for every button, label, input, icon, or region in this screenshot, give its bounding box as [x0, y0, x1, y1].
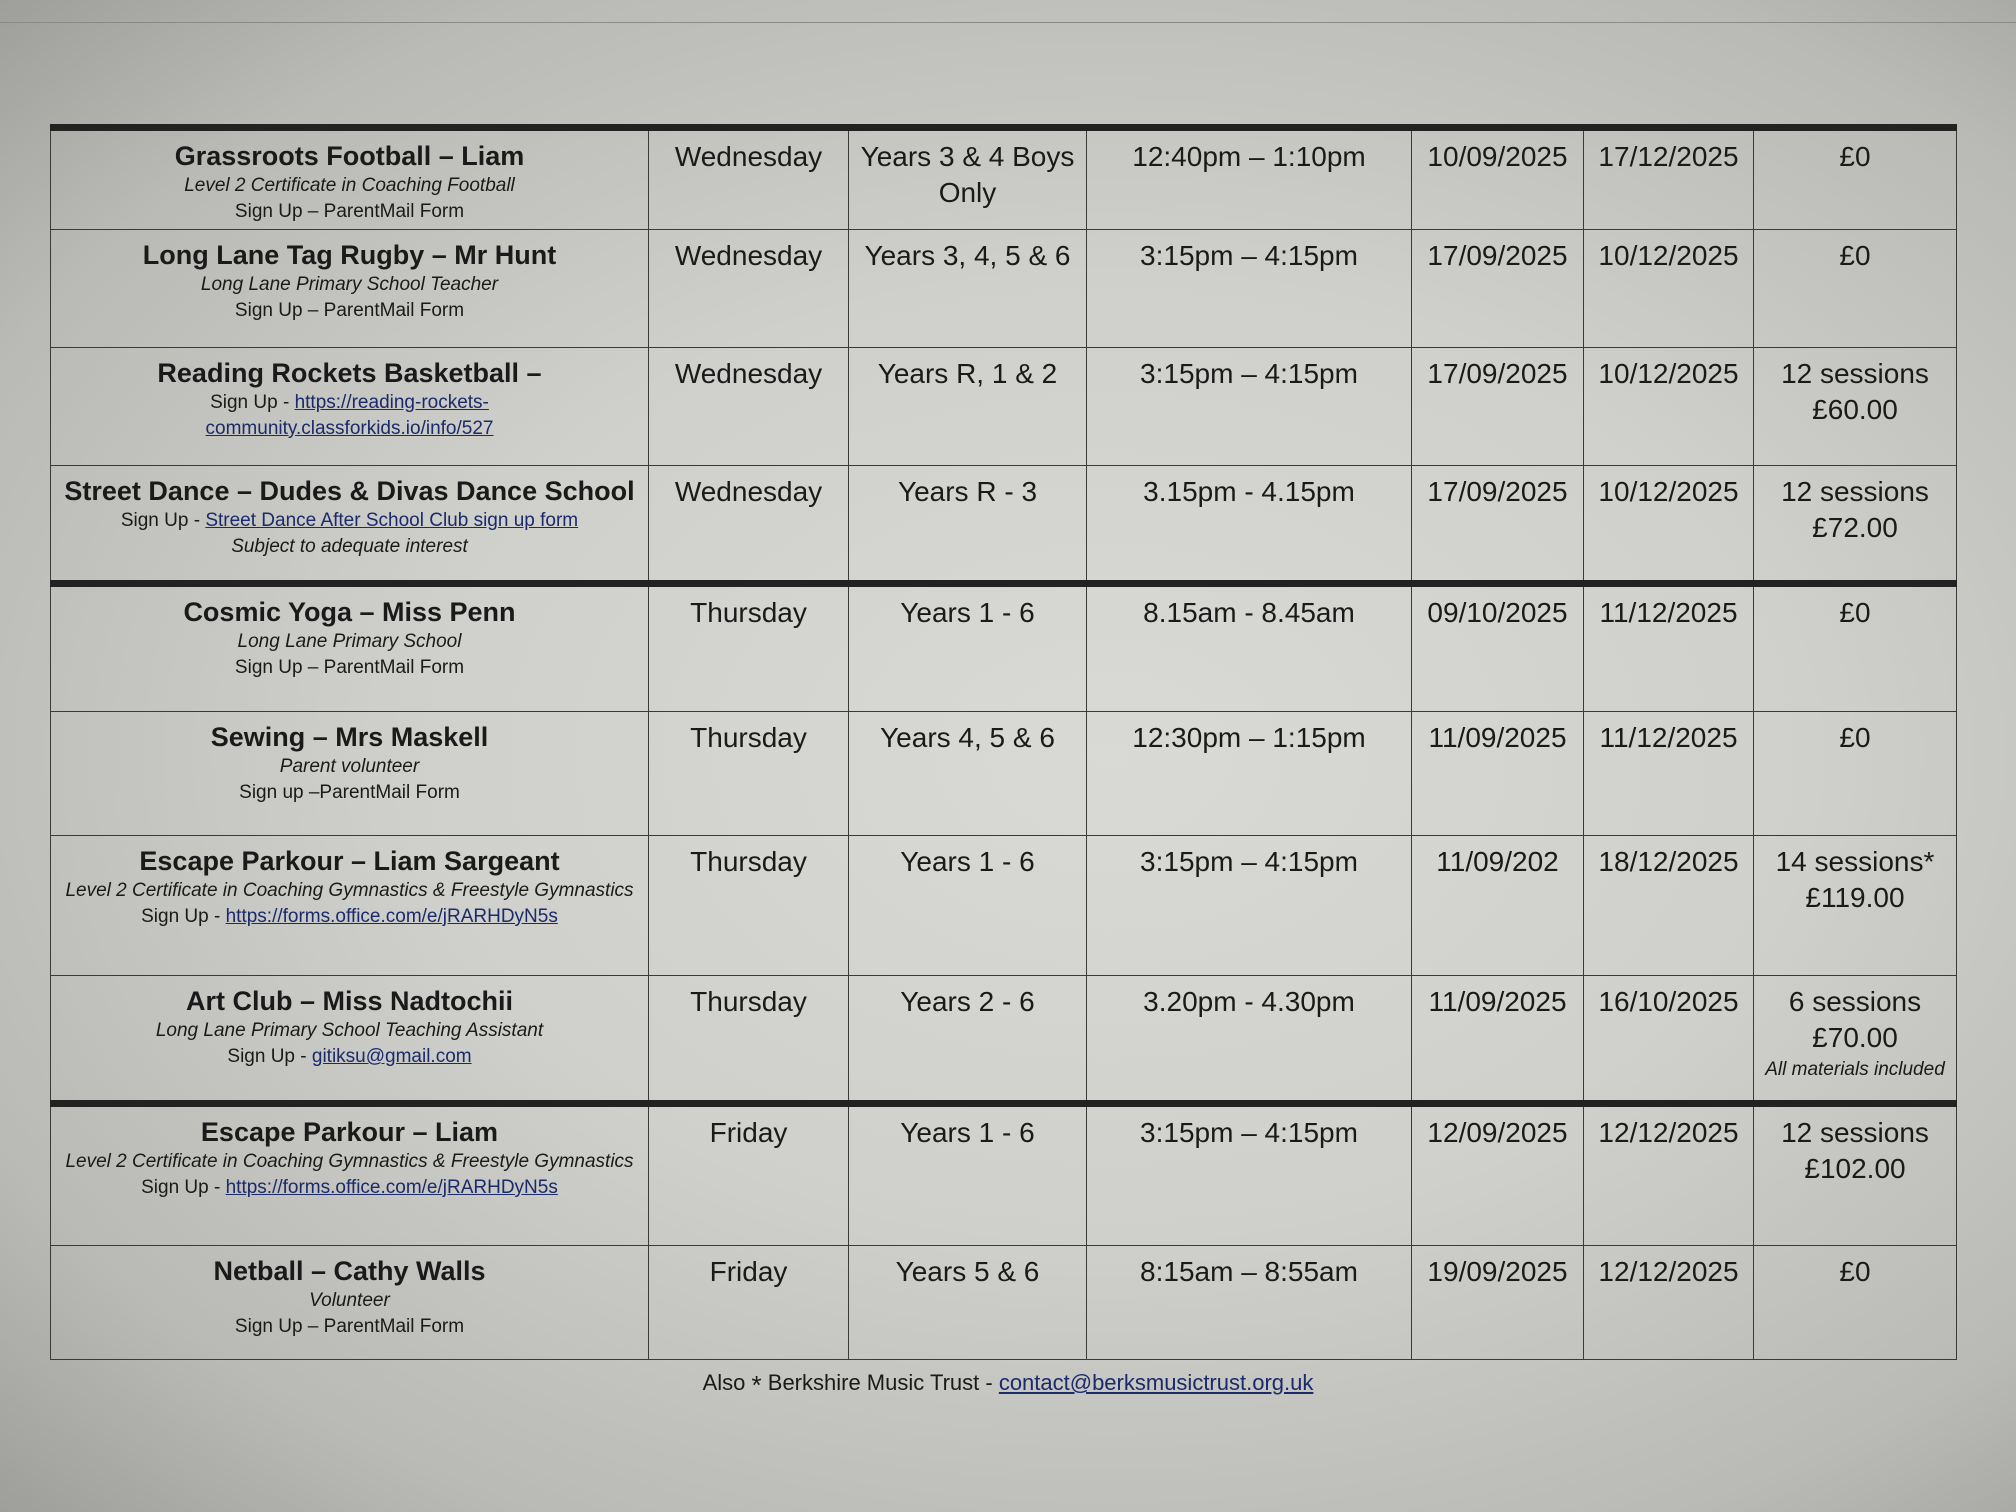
activity-cell: [51, 230, 649, 348]
cost-cell: [1754, 712, 1957, 836]
day-cell: Thursday: [649, 976, 849, 1104]
years-cell: Years R - 3: [849, 466, 1087, 584]
time-cell: 8:15am – 8:55am: [1087, 1246, 1412, 1360]
start-date-cell: 17/09/2025: [1412, 466, 1584, 584]
time-cell: 3:15pm – 4:15pm: [1087, 836, 1412, 976]
activity-title: Reading Rockets Basketball –: [157, 358, 542, 388]
cost-line-1: £0: [1839, 240, 1871, 271]
end-date-cell: 10/12/2025: [1584, 230, 1754, 348]
day-cell: Thursday: [649, 584, 849, 712]
cost-note: All materials included: [1765, 1059, 1945, 1080]
sign-up-text: Sign Up – ParentMail Form: [234, 657, 465, 678]
cost-cell: [1754, 976, 1957, 1104]
day-cell: Thursday: [649, 836, 849, 976]
cost-cell: [1754, 230, 1957, 348]
sign-up-line: [57, 390, 642, 416]
cost-line-1: 14 sessions*: [1775, 846, 1935, 877]
activity-subtitle: Long Lane Primary School: [237, 631, 462, 652]
sign-up-text: Sign Up -: [141, 906, 226, 927]
cost-cell: [1754, 128, 1957, 230]
footer-email-link[interactable]: contact@berksmusictrust.org.uk: [998, 1370, 1314, 1395]
activity-subtitle: Level 2 Certificate in Coaching Football: [184, 175, 515, 196]
activity-cell: [51, 1246, 649, 1360]
footer-star: *: [751, 1370, 762, 1400]
screen-edge-line: [0, 22, 2016, 23]
activity-cell: [51, 836, 649, 976]
time-cell: 8.15am - 8.45am: [1087, 584, 1412, 712]
sign-up-line: [57, 508, 642, 534]
start-date-cell: 17/09/2025: [1412, 348, 1584, 466]
activity-title: Sewing – Mrs Maskell: [210, 722, 489, 752]
day-cell: Friday: [649, 1104, 849, 1246]
end-date-cell: 18/12/2025: [1584, 836, 1754, 976]
activity-subtitle: Long Lane Primary School Teacher: [200, 274, 499, 295]
years-cell: Years 3, 4, 5 & 6: [849, 230, 1087, 348]
table-row: [51, 584, 1957, 712]
start-date-cell: 10/09/2025: [1412, 128, 1584, 230]
sign-up-line: [57, 904, 642, 930]
cost-cell: [1754, 1246, 1957, 1360]
footer-note: [0, 1370, 2016, 1401]
start-date-cell: 12/09/2025: [1412, 1104, 1584, 1246]
cost-line-2: £60.00: [1812, 394, 1898, 425]
cost-line-1: £0: [1839, 722, 1871, 753]
sign-up-line: [57, 199, 642, 225]
footer-org: Berkshire Music Trust -: [761, 1370, 999, 1395]
time-cell: 3:15pm – 4:15pm: [1087, 230, 1412, 348]
years-cell: Years 1 - 6: [849, 584, 1087, 712]
activity-title: Netball – Cathy Walls: [213, 1256, 486, 1286]
sign-up-text: Sign Up -: [120, 510, 206, 531]
schedule-page: [50, 124, 1956, 1360]
sign-up-text: Sign up –ParentMail Form: [239, 782, 460, 803]
start-date-cell: 19/09/2025: [1412, 1246, 1584, 1360]
footer-prefix: Also: [702, 1370, 746, 1395]
cost-line-1: 12 sessions: [1781, 358, 1929, 389]
time-cell: 3:15pm – 4:15pm: [1087, 348, 1412, 466]
cost-cell: [1754, 836, 1957, 976]
sign-up-text: Sign Up -: [210, 392, 295, 413]
table-row: [51, 1246, 1957, 1360]
end-date-cell: 11/12/2025: [1584, 584, 1754, 712]
activity-cell: [51, 466, 649, 584]
sign-up-line: [57, 780, 642, 806]
years-cell: Years 2 - 6: [849, 976, 1087, 1104]
table-row: [51, 1104, 1957, 1246]
activity-title: Cosmic Yoga – Miss Penn: [183, 597, 516, 627]
years-cell: Years 1 - 6: [849, 836, 1087, 976]
cost-cell: [1754, 584, 1957, 712]
cost-line-1: £0: [1839, 141, 1871, 172]
activity-cell: [51, 348, 649, 466]
sign-up-line: [57, 298, 642, 324]
end-date-cell: 17/12/2025: [1584, 128, 1754, 230]
table-row: [51, 230, 1957, 348]
sign-up-line: [57, 655, 642, 681]
sign-up-link[interactable]: https://forms.office.com/e/jRARHDyN5s: [225, 1177, 558, 1198]
day-cell: Wednesday: [649, 230, 849, 348]
activity-cell: [51, 1104, 649, 1246]
sign-up-text: Sign Up -: [141, 1177, 226, 1198]
table-row: [51, 976, 1957, 1104]
years-cell: Years 4, 5 & 6: [849, 712, 1087, 836]
end-date-cell: 10/12/2025: [1584, 348, 1754, 466]
start-date-cell: 11/09/2025: [1412, 712, 1584, 836]
activity-cell: [51, 128, 649, 230]
end-date-cell: 16/10/2025: [1584, 976, 1754, 1104]
end-date-cell: 12/12/2025: [1584, 1246, 1754, 1360]
cost-line-2: £102.00: [1804, 1153, 1906, 1184]
activity-cell: [51, 712, 649, 836]
time-cell: 12:40pm – 1:10pm: [1087, 128, 1412, 230]
cost-cell: [1754, 1104, 1957, 1246]
years-cell: Years 1 - 6: [849, 1104, 1087, 1246]
day-cell: Wednesday: [649, 128, 849, 230]
time-cell: 3:15pm – 4:15pm: [1087, 1104, 1412, 1246]
table-row: [51, 466, 1957, 584]
day-cell: Wednesday: [649, 466, 849, 584]
sign-up-link[interactable]: gitiksu@gmail.com: [311, 1046, 472, 1067]
activity-subtitle: Level 2 Certificate in Coaching Gymnastics & Freestyle Gymnastics: [65, 1151, 634, 1172]
years-cell: Years 3 & 4 Boys Only: [849, 128, 1087, 230]
years-cell: Years 5 & 6: [849, 1246, 1087, 1360]
sign-up-line: [57, 1314, 642, 1340]
sign-up-text: Sign Up – ParentMail Form: [234, 201, 465, 222]
table-row: [51, 128, 1957, 230]
time-cell: 12:30pm – 1:15pm: [1087, 712, 1412, 836]
cost-line-1: 12 sessions: [1781, 476, 1929, 507]
start-date-cell: 17/09/2025: [1412, 230, 1584, 348]
activity-title: Art Club – Miss Nadtochii: [185, 986, 514, 1016]
activity-note: Subject to adequate interest: [231, 536, 468, 557]
activity-title: Long Lane Tag Rugby – Mr Hunt: [142, 240, 557, 270]
sign-up-link[interactable]: https://reading-rockets-: [294, 392, 489, 413]
table-row: [51, 348, 1957, 466]
sign-up-link[interactable]: https://forms.office.com/e/jRARHDyN5s: [225, 906, 558, 927]
cost-line-2: £70.00: [1812, 1022, 1898, 1053]
time-cell: 3.15pm - 4.15pm: [1087, 466, 1412, 584]
time-cell: 3.20pm - 4.30pm: [1087, 976, 1412, 1104]
activity-title: Escape Parkour – Liam Sargeant: [139, 846, 560, 876]
cost-cell: [1754, 466, 1957, 584]
table-body: [51, 128, 1957, 1360]
activity-subtitle: Level 2 Certificate in Coaching Gymnastics & Freestyle Gymnastics: [65, 880, 634, 901]
activity-subtitle: Long Lane Primary School Teaching Assistant: [155, 1020, 544, 1041]
day-cell: Wednesday: [649, 348, 849, 466]
cost-line-1: 12 sessions: [1781, 1117, 1929, 1148]
cost-line-2: £72.00: [1812, 512, 1898, 543]
cost-line-1: £0: [1839, 1256, 1871, 1287]
cost-line-2: £119.00: [1805, 882, 1905, 913]
clubs-table: [50, 124, 1957, 1360]
cost-cell: [1754, 348, 1957, 466]
cost-line-1: £0: [1839, 597, 1871, 628]
sign-up-text: Sign Up – ParentMail Form: [234, 1316, 465, 1337]
sign-up-line-2: [57, 416, 642, 442]
sign-up-link[interactable]: Street Dance After School Club sign up form: [205, 510, 579, 531]
activity-title: Escape Parkour – Liam: [200, 1117, 499, 1147]
activity-subtitle: Parent volunteer: [279, 756, 420, 777]
activity-cell: [51, 584, 649, 712]
day-cell: Friday: [649, 1246, 849, 1360]
start-date-cell: 11/09/2025: [1412, 976, 1584, 1104]
sign-up-line: [57, 1175, 642, 1201]
activity-subtitle: Volunteer: [309, 1290, 390, 1311]
sign-up-text: Sign Up -: [227, 1046, 312, 1067]
end-date-cell: 10/12/2025: [1584, 466, 1754, 584]
activity-title: Street Dance – Dudes & Divas Dance School: [64, 476, 635, 506]
table-row: [51, 836, 1957, 976]
activity-cell: [51, 976, 649, 1104]
sign-up-line: [57, 1044, 642, 1070]
start-date-cell: 11/09/202: [1412, 836, 1584, 976]
end-date-cell: 11/12/2025: [1584, 712, 1754, 836]
years-cell: Years R, 1 & 2: [849, 348, 1087, 466]
cost-line-1: 6 sessions: [1788, 986, 1922, 1017]
end-date-cell: 12/12/2025: [1584, 1104, 1754, 1246]
day-cell: Thursday: [649, 712, 849, 836]
sign-up-link-cont[interactable]: community.classforkids.io/info/527: [205, 418, 494, 439]
activity-title: Grassroots Football – Liam: [174, 141, 525, 171]
sign-up-text: Sign Up – ParentMail Form: [234, 300, 465, 321]
table-row: [51, 712, 1957, 836]
start-date-cell: 09/10/2025: [1412, 584, 1584, 712]
